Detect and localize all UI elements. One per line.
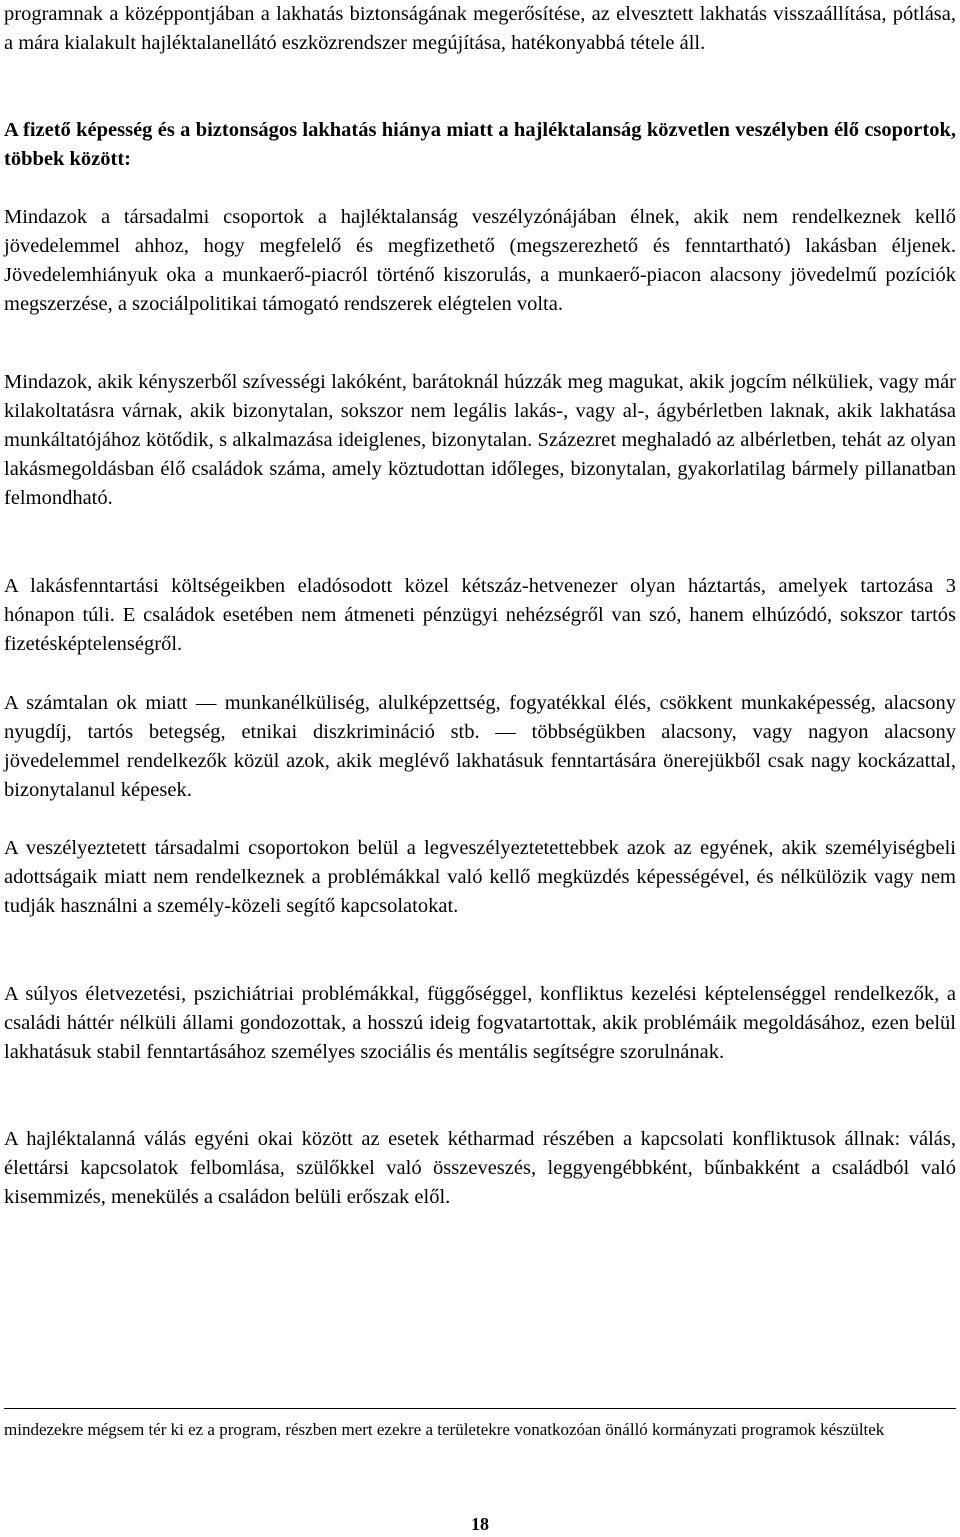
group-most-vulnerable-paragraph: A veszélyeztetett társadalmi csoportokon belül a legveszélyeztetettebbek azok az egyének, akik személyiségbeli adottságaik miatt nem rendelkeznek a problémákkal való kellő megküzdés képességével, és nélkülözik vagy nem tudják használni a személy-közeli segítő kapcsolatokat.	[4, 837, 956, 917]
group-low-income-paragraph: Mindazok a társadalmi csoportok a hajléktalanság veszélyzónájában élnek, akik nem rendelkeznek kellő jövedelemmel ahhoz, hogy megfelelő és megfizethető (megszerezhető és fenntartható) lakásban éljenek. Jövedelemhiányuk oka a munkaerő-piacról történő kiszorulás, a munkaerő-piacon alacsony jövedelmű pozíciók megszerzése, a szociálpolitikai támogató rendszerek elégtelen volta.	[4, 206, 956, 315]
document-page	[4, 0, 956, 1537]
footnote-separator	[4, 1408, 956, 1409]
intro-continuation-paragraph: programnak a középpontjában a lakhatás biztonságának megerősítése, az elvesztett lakhatás visszaállítása, pótlása, a mára kialakult hajléktalanellátó eszközrendszer megújítása, hatékonyabbá tétele áll.	[4, 3, 956, 54]
page-number: 18	[471, 1514, 489, 1534]
individual-causes-paragraph: A hajléktalanná válás egyéni okai között az esetek kétharmad részében a kapcsolati konfliktusok állnak: válás, élettársi kapcsolatok felbomlása, szülőkkel való összeveszés, leggyengébbként, bűnbakként a családból való kisemmizés, menekülés a családon belüli erőszak elől.	[4, 1128, 956, 1208]
footnote: mindezekre mégsem tér ki ez a program, részben mert ezekre a területekre vonatkozóan önálló kormányzati programok készültek	[4, 1420, 885, 1439]
group-insecure-tenure-paragraph: Mindazok, akik kényszerből szívességi lakóként, barátoknál húzzák meg magukat, akik jogcím nélküliek, vagy már kilakoltatásra várnak, akik bizonytalan, sokszor nem legális lakás-, vagy al-, ágybérletben laknak, akik lakhatása munkáltatójához kötődik, s alkalmazása ideiglenes, bizonytalan. Százezret meghaladó az albérletben, tehát az olyan lakásmegoldásban élő családok száma, amely köztudottan időleges, bizonytalan, gyakorlatilag bármely pillanatban felmondható.	[4, 371, 956, 509]
groups-heading: A fizető képesség és a biztonságos lakhatás hiánya miatt a hajléktalanság közvetlen veszélyben élő csoportok, többek között:	[4, 119, 956, 170]
group-arrears-paragraph: A lakásfenntartási költségeikben eladósodott közel kétszáz-hetvenezer olyan háztartás, amelyek tartozása 3 hónapon túli. E családok esetében nem átmeneti pénzügyi nehézségről van szó, hanem elhúzódó, sokszor tartós fizetésképtelenségről.	[4, 575, 956, 655]
group-multiple-causes-paragraph: A számtalan ok miatt — munkanélküliség, alulképzettség, fogyatékkal élés, csökkent munkaképesség, alacsony nyugdíj, tartós betegség, etnikai diszkrimináció stb. — többségükben alacsony, vagy nagyon alacsony jövedelemmel rendelkezők közül azok, akik meglévő lakhatásuk fenntartására önerejükből csak nagy kockázattal, bizonytalanul képesek.	[4, 692, 956, 801]
group-severe-lifestyle-paragraph: A súlyos életvezetési, pszichiátriai problémákkal, függőséggel, konfliktus kezelési képtelenséggel rendelkezők, a családi háttér nélküli állami gondozottak, a hosszú ideig fogvatartottak, akik problémáik megoldásához, ezen belül lakhatásuk stabil fenntartásához személyes szociális és mentális segítségre szorulnának.	[4, 983, 956, 1063]
